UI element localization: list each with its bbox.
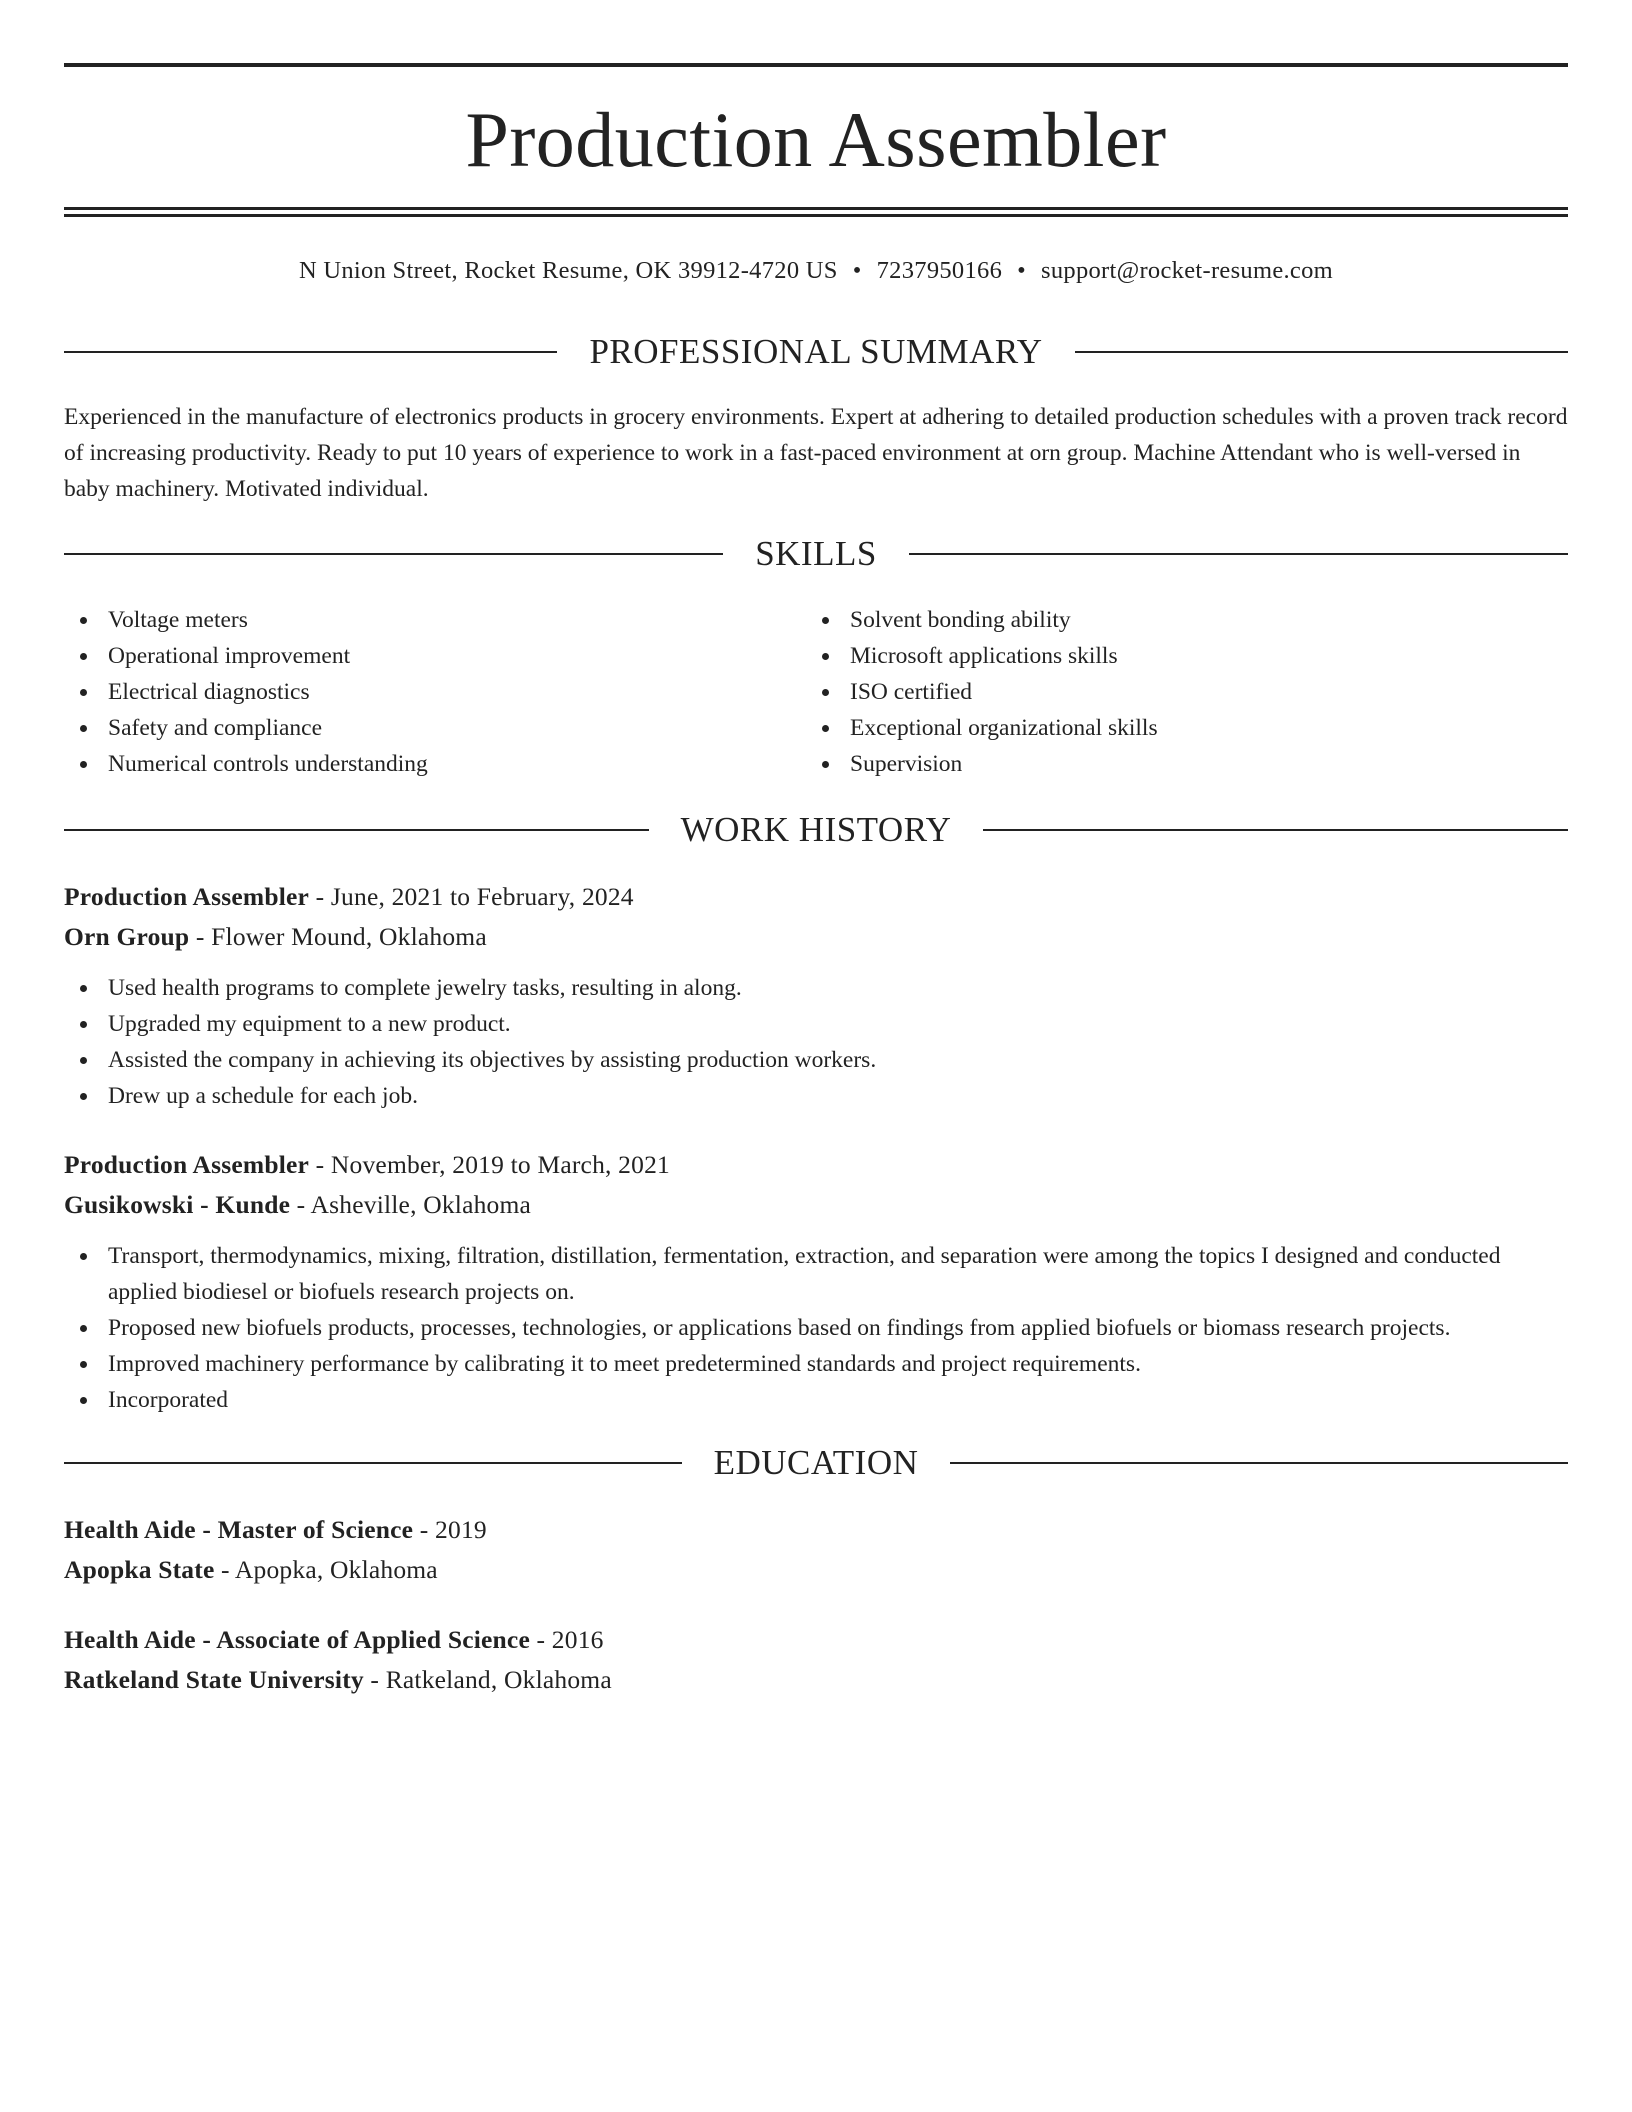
skills-list-left xyxy=(64,602,804,782)
job-bullet: Drew up a schedule for each job. xyxy=(64,1078,1568,1114)
header-bottom-rule-inner xyxy=(64,214,1568,217)
job-bullet: Incorporated xyxy=(64,1382,1568,1418)
skill-item: Solvent bonding ability xyxy=(806,602,1546,638)
skill-item: Voltage meters xyxy=(64,602,804,638)
skill-item: Exceptional organizational skills xyxy=(806,710,1546,746)
resume-title: Production Assembler xyxy=(465,96,1167,183)
skill-item: Electrical diagnostics xyxy=(64,674,804,710)
job-bullet: Upgraded my equipment to a new product. xyxy=(64,1006,1568,1042)
job-company-line xyxy=(64,1185,1568,1225)
job-title: Production Assembler xyxy=(64,882,310,911)
education-degree: Health Aide - Associate of Applied Science xyxy=(64,1625,530,1654)
skills-section-header xyxy=(64,532,1568,576)
education-section-title: EDUCATION xyxy=(713,1443,919,1482)
skill-item: ISO certified xyxy=(806,674,1546,710)
contact-phone: 7237950166 xyxy=(876,257,1003,284)
education-school-line xyxy=(64,1660,1568,1700)
education-degree: Health Aide - Master of Science xyxy=(64,1515,414,1544)
education-degree-line xyxy=(64,1510,1568,1550)
job-dates: - June, 2021 to February, 2024 xyxy=(309,882,634,911)
section-divider xyxy=(983,829,1568,831)
header-top-rule xyxy=(64,63,1568,67)
job-company-line xyxy=(64,917,1568,957)
job-title: Production Assembler xyxy=(64,1150,310,1179)
education-location: - Apopka, Oklahoma xyxy=(214,1555,438,1584)
work-section-title: WORK HISTORY xyxy=(680,810,952,849)
skill-item: Operational improvement xyxy=(64,638,804,674)
header-bottom-rule xyxy=(64,207,1568,210)
job-bullet: Proposed new biofuels products, processes, technologies, or applications based on findings from applied biofuels or biomass research projects. xyxy=(64,1310,1568,1346)
skill-item: Supervision xyxy=(806,746,1546,782)
job-dates: - November, 2019 to March, 2021 xyxy=(309,1150,670,1179)
contact-separator: • xyxy=(1017,257,1027,284)
summary-section-header xyxy=(64,330,1568,374)
skill-item: Microsoft applications skills xyxy=(806,638,1546,674)
section-divider xyxy=(64,1462,682,1464)
summary-text: Experienced in the manufacture of electronics products in grocery environments. Expert at adhering to detailed production schedules with a proven track record of increasing productivity. Ready to put 10 years of experience to work in a fast-paced environment at orn group. Machine Attendant who is well-versed in baby machinery. Motivated individual. xyxy=(64,404,1568,502)
education-location: - Ratkeland, Oklahoma xyxy=(363,1665,612,1694)
job-company: Orn Group xyxy=(64,922,190,951)
section-divider xyxy=(909,553,1568,555)
contact-separator: • xyxy=(852,257,862,284)
job-company: Gusikowski - Kunde xyxy=(64,1190,291,1219)
work-section-header xyxy=(64,808,1568,852)
education-school: Apopka State xyxy=(64,1555,215,1584)
section-divider xyxy=(1075,351,1568,353)
contact-line xyxy=(64,254,1568,288)
contact-email: support@rocket-resume.com xyxy=(1041,257,1334,284)
section-divider xyxy=(64,553,723,555)
job-responsibilities xyxy=(64,970,1568,1114)
education-section-header xyxy=(64,1441,1568,1485)
section-divider xyxy=(950,1462,1568,1464)
education-school-line xyxy=(64,1550,1568,1590)
job-bullet: Assisted the company in achieving its objectives by assisting production workers. xyxy=(64,1042,1568,1078)
education-year: - 2016 xyxy=(529,1625,604,1654)
job-bullet: Transport, thermodynamics, mixing, filtration, distillation, fermentation, extraction, and separation were among the topics I designed and conducted applied biodiesel or biofuels research projects on. xyxy=(64,1238,1568,1310)
skills-list-right xyxy=(806,602,1546,782)
skill-item: Numerical controls understanding xyxy=(64,746,804,782)
job-bullet: Improved machinery performance by calibrating it to meet predetermined standards and project requirements. xyxy=(64,1346,1568,1382)
job-title-line xyxy=(64,1145,1568,1185)
contact-address: N Union Street, Rocket Resume, OK 39912-4720 US xyxy=(298,257,838,284)
job-location: - Asheville, Oklahoma xyxy=(290,1190,532,1219)
summary-section-title: PROFESSIONAL SUMMARY xyxy=(589,332,1043,371)
section-divider xyxy=(64,829,649,831)
job-bullet: Used health programs to complete jewelry tasks, resulting in along. xyxy=(64,970,1568,1006)
education-degree-line xyxy=(64,1620,1568,1660)
job-location: - Flower Mound, Oklahoma xyxy=(189,922,487,951)
skills-section-title: SKILLS xyxy=(755,534,877,573)
job-title-line xyxy=(64,877,1568,917)
education-school: Ratkeland State University xyxy=(64,1665,364,1694)
education-year: - 2019 xyxy=(413,1515,487,1544)
job-responsibilities xyxy=(64,1238,1568,1418)
section-divider xyxy=(64,351,557,353)
skill-item: Safety and compliance xyxy=(64,710,804,746)
